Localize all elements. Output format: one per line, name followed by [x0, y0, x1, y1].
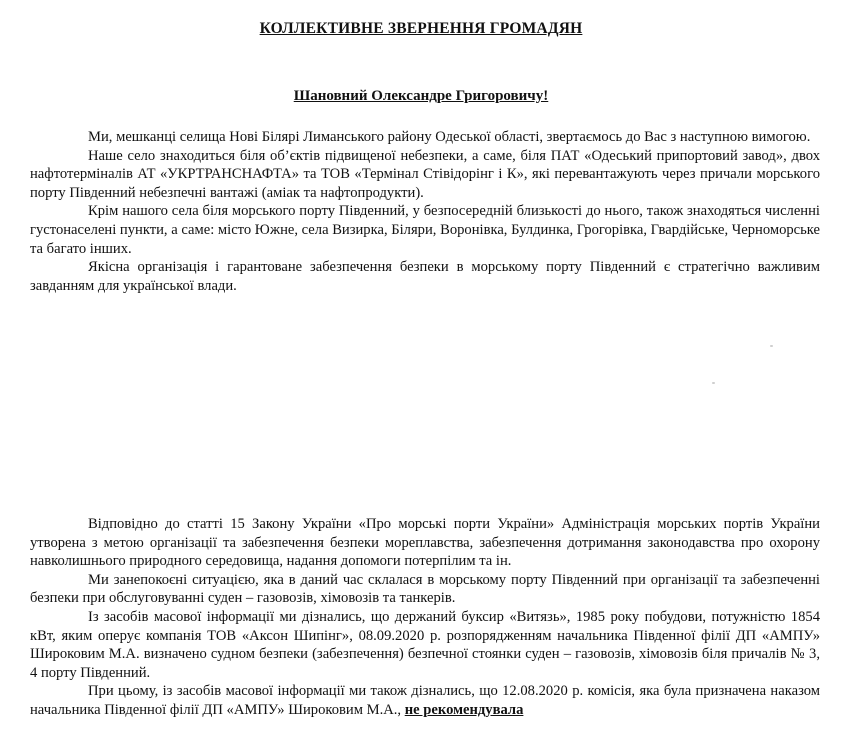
paragraph: Із засобів масової інформації ми дізнались, що держаний буксир «Витязь», 1985 року побудови, потужністю 1854 кВт, яким оперує компанія ТОВ «Аксон Шипінг», 08.09.2020 р. розпорядженням начальника Південної філії ДП «АМПУ» Широковим М.А. визначено судном безпеки (забезпечення) безпечної стоянки суден – газовозів, хімовозів біля причалів № 3, 4 порту Південний. [30, 608, 820, 681]
document-title: КОЛЛЕКТИВНЕ ЗВЕРНЕННЯ ГРОМАДЯН [259, 20, 583, 37]
salutation: Шановний Олександре Григоровичу! [293, 88, 549, 104]
paragraph: Якісна організація і гарантоване забезпечення безпеки в морському порту Південний є стратегічно важливим завданням для української влади. [30, 259, 820, 294]
paragraph-last-text: При цьому, із засобів масової інформації ми також дізнались, що 12.08.2020 р. комісія, яка була призначена наказом начальника Південної філії ДП «АМПУ» Широковим М.А., [30, 683, 820, 718]
paragraph: Крім нашого села біля морського порту Південний, у безпосередній близькості до нього, також знаходяться численні густонаселені пункти, а саме: місто Южне, села Визирка, Біляри, Воронівка, Булдинка, Грогорівка, Гвардійське, Черноморське та багато інших. [30, 203, 821, 257]
emphasis-text: не рекомендувала [404, 701, 524, 718]
text-block-top [30, 128, 820, 295]
text-block-bottom [30, 515, 820, 720]
paragraph: Ми занепокоєні ситуацією, яка в даний час склалася в морському порту Південний при організації та забезпеченні безпеки при обслуговуванні суден – газовозів, хімовозів та танкерів. [30, 571, 820, 607]
paragraph: Відповідно до статті 15 Закону України «Про морські порти України» Адміністрація морських портів України утворена з метою організації та забезпечення безпеки мореплавства, забезпечення дотримання законодавства про охорону навколишнього природного середовища, надання допомоги потерпілим та ін. [30, 516, 820, 570]
scan-speck [770, 345, 773, 347]
paragraph: Наше село знаходиться біля об’єктів підвищеної небезпеки, а саме, біля ПАТ «Одеський припортовий завод», двох нафтотерміналів АТ «УКРТРАНСНАФТА» та ТОВ «Термінал Стівідорінг і К», які перевантажують через причали морського порту Південний небезпечні вантажі (аміак та нафтопродукти). [30, 147, 820, 201]
scan-speck [712, 382, 715, 384]
paragraph: Ми, мешканці селища Нові Білярі Лиманського району Одеської області, звертаємось до Вас з наступною вимогою. [88, 129, 811, 145]
paragraph-last [30, 682, 820, 719]
